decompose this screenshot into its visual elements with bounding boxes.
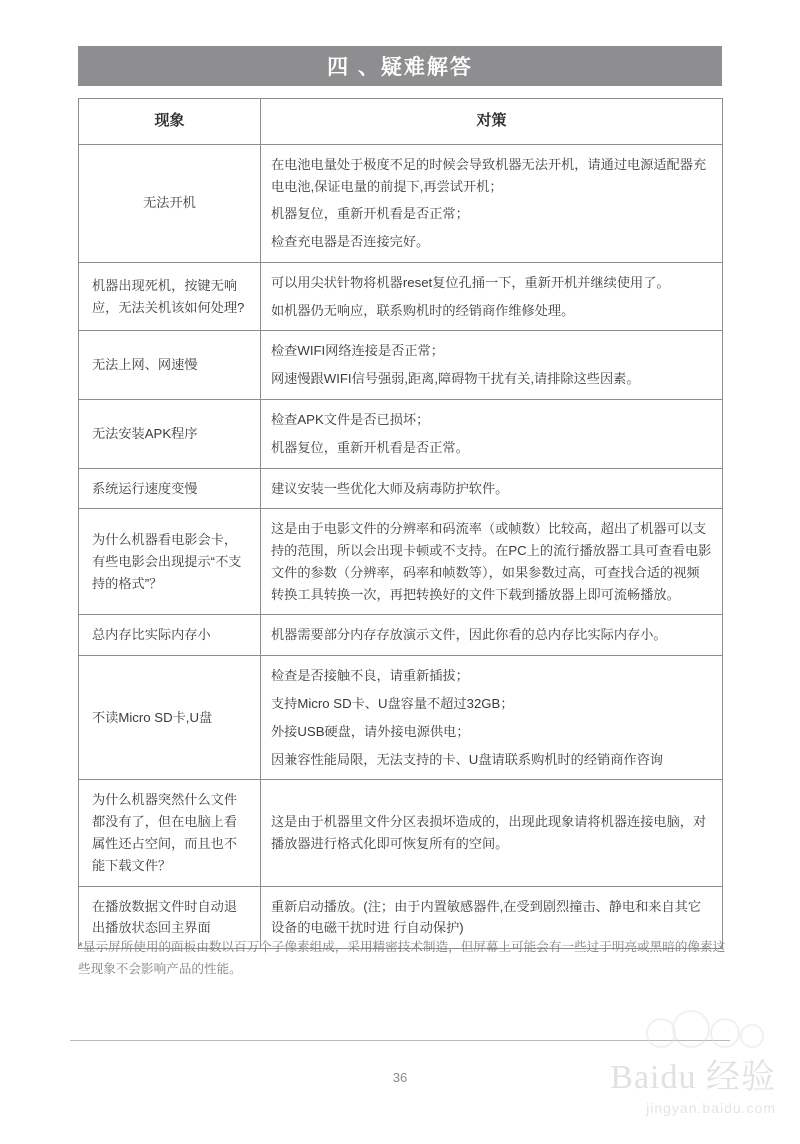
footer-divider <box>70 1040 730 1041</box>
cell-phenomenon <box>79 615 261 656</box>
table-row <box>79 780 723 886</box>
section-title: 四 、疑难解答 <box>327 56 473 79</box>
cell-phenomenon <box>79 400 261 469</box>
cell-phenomenon <box>79 331 261 400</box>
phenomenon-paragraph: 总内存比实际内存小 <box>92 627 211 643</box>
cell-phenomenon <box>79 509 261 615</box>
cell-solution <box>261 262 723 331</box>
cell-solution <box>261 144 723 262</box>
cell-solution <box>261 509 723 615</box>
cell-phenomenon <box>79 780 261 886</box>
cell-solution <box>261 615 723 656</box>
column-header-phenomenon: 现象 <box>79 99 261 145</box>
solution-paragraph: 网速慢跟WIFI信号强弱,距离,障碍物干扰有关,请排除这些因素。 <box>271 371 640 387</box>
column-header-solution: 对策 <box>261 99 723 145</box>
watermark-circles-decoration <box>646 1000 766 1060</box>
table-row <box>79 331 723 400</box>
solution-paragraph: 机器复位，重新开机看是否正常。 <box>271 439 469 455</box>
phenomenon-paragraph: 不读Micro SD卡,U盘 <box>92 709 213 725</box>
table-row <box>79 468 723 509</box>
phenomenon-paragraph: 无法开机 <box>143 195 196 211</box>
phenomenon-paragraph: 机器出现死机，按键无响应，无法关机该如何处理? <box>92 277 245 315</box>
solution-paragraph: 这是由于电影文件的分辨率和码流率（或帧数）比较高，超出了机器可以支持的范围，所以会出现卡顿或不支持。在PC上的流行播放器工具可查看电影文件的参数（分辨率，码率和帧数等），如果参数过高，可查找合适的视频转换工具转换一次，再把转换好的文件下载到播放器上即可流畅播放。 <box>271 521 712 602</box>
table-row <box>79 144 723 262</box>
solution-paragraph: 这是由于机器里文件分区表损坏造成的，出现此现象请将机器连接电脑，对播放器进行格式化即可恢复所有的空间。 <box>271 814 707 851</box>
footnote: *显示屏所使用的面板由数以百万个子像素组成，采用精密技术制造，但屏幕上可能会有一些过于明亮或黑暗的像素这些现象不会影响产品的性能。 <box>78 940 726 977</box>
table-header-row <box>79 99 723 145</box>
solution-paragraph: 检查充电器是否连接完好。 <box>271 234 430 250</box>
page-number: 36 <box>392 1070 408 1085</box>
faq-table-body <box>79 144 723 948</box>
solution-paragraph: 可以用尖状针物将机器reset复位孔捅一下，重新开机并继续使用了。 <box>271 274 670 290</box>
phenomenon-paragraph: 无法上网、网速慢 <box>92 357 198 373</box>
phenomenon-paragraph: 在播放数据文件时自动退出播放状态回主界面 <box>92 898 238 936</box>
table-row <box>79 262 723 331</box>
cell-phenomenon <box>79 468 261 509</box>
faq-table-head <box>79 99 723 145</box>
phenomenon-paragraph: 为什么机器突然什么文件都没有了，但在电脑上看属性还占空间，而且也不能下载文件？ <box>92 792 238 873</box>
cell-solution <box>261 780 723 886</box>
table-row <box>79 509 723 615</box>
cell-phenomenon <box>79 144 261 262</box>
solution-paragraph: 机器需要部分内存存放演示文件，因此你看的总内存比实际内存小。 <box>271 627 667 643</box>
solution-paragraph: 检查是否接触不良，请重新插拔； <box>271 668 469 684</box>
solution-paragraph: 检查APK文件是否已损坏； <box>271 412 430 427</box>
table-row <box>79 615 723 656</box>
watermark-sub-text: jingyan.baidu.com <box>646 1100 776 1116</box>
solution-paragraph: 在电池电量处于极度不足的时候会导致机器无法开机，请通过电源适配器充电电池,保证电量的前提下,再尝试开机； <box>271 156 707 194</box>
cell-solution <box>261 468 723 509</box>
solution-paragraph: 建议安装一些优化大师及病毒防护软件。 <box>271 480 509 496</box>
solution-paragraph: 支持Micro SD卡、U盘容量不超过32GB； <box>271 696 514 712</box>
solution-paragraph: 因兼容性能局限，无法支持的卡、U盘请联系购机时的经销商作咨询 <box>271 751 663 767</box>
phenomenon-paragraph: 系统运行速度变慢 <box>92 480 198 496</box>
table-row <box>79 400 723 469</box>
phenomenon-paragraph: 为什么机器看电影会卡，有些电影会出现提示“不支持的格式”？ <box>92 532 242 591</box>
table-row <box>79 656 723 780</box>
phenomenon-paragraph: 无法安装APK程序 <box>92 425 198 441</box>
solution-paragraph: 机器复位，重新开机看是否正常； <box>271 206 469 222</box>
cell-solution <box>261 656 723 780</box>
cell-solution <box>261 331 723 400</box>
solution-paragraph: 外接USB硬盘，请外接电源供电； <box>271 723 470 739</box>
solution-paragraph: 如机器仍无响应，联系购机时的经销商作维修处理。 <box>271 302 575 318</box>
solution-paragraph: 检查WIFI网络连接是否正常； <box>271 343 444 359</box>
cell-phenomenon <box>79 262 261 331</box>
watermark-main-text: Baidu 经验 <box>610 1059 776 1096</box>
cell-solution <box>261 400 723 469</box>
cell-phenomenon <box>79 656 261 780</box>
section-title-bar <box>78 46 722 86</box>
faq-table <box>78 98 723 949</box>
solution-paragraph: 重新启动播放。(注；由于内置敏感器件,在受到剧烈撞击、静电和来自其它设备的电磁干扰时进 行自动保护) <box>271 898 702 936</box>
